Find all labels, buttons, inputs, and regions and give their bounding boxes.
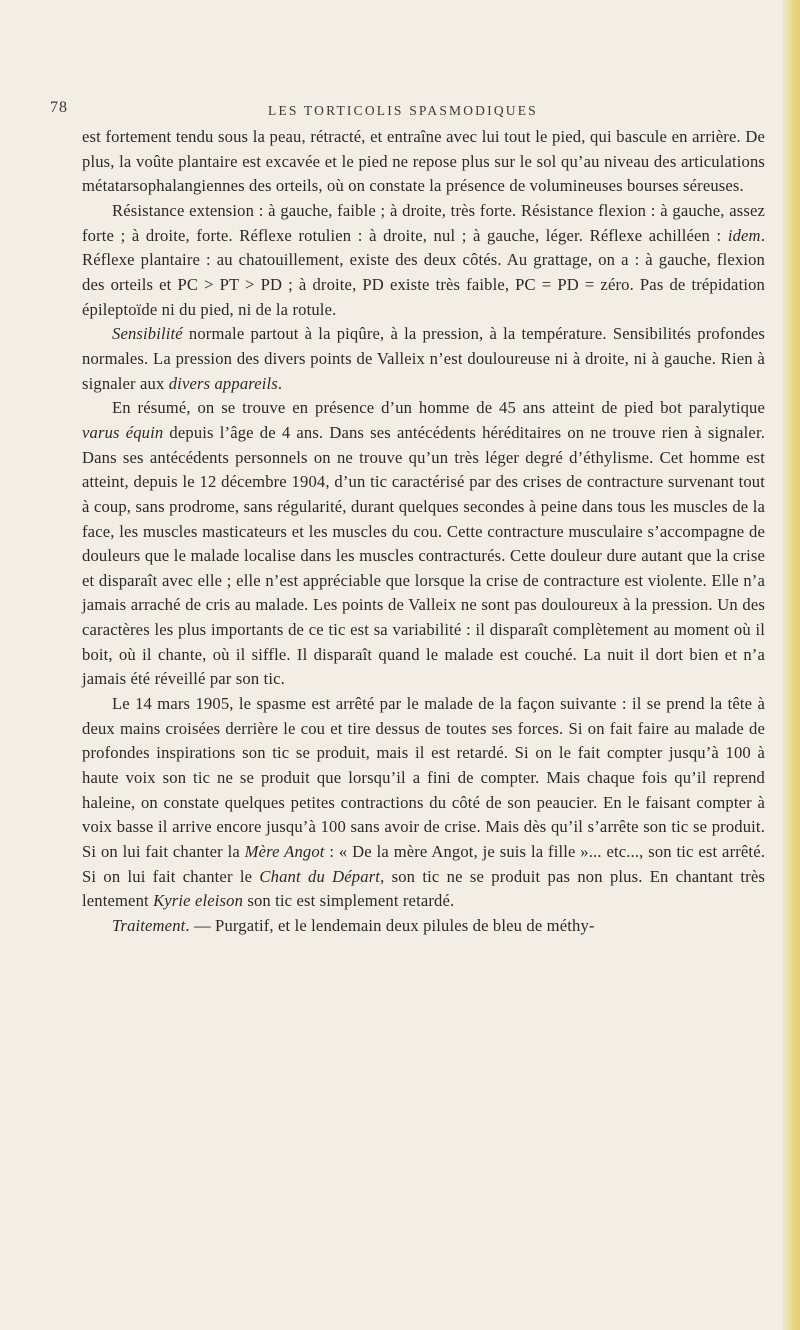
page-edge (782, 0, 800, 1330)
text-run: . (277, 373, 283, 393)
italic-run: Kyrie eleison (153, 891, 244, 911)
paragraph (82, 199, 765, 322)
italic-run: idem (727, 225, 761, 245)
paragraph (82, 125, 765, 199)
paragraph (82, 692, 765, 914)
running-head: LES TORTICOLIS SPASMODIQUES (268, 103, 538, 118)
text-run: , son tic ne se produit pas non plus. En chantant très lentement (82, 866, 765, 911)
italic-run: divers appareils (168, 373, 278, 393)
text-run: Le 14 mars 1905, le spasme est arrêté par le malade de la façon suivante : il se prend la tête à deux mains croisées derrière le cou et tire dessus de toutes ses forces. Si on fait faire au malade de profondes inspirations son tic se produit, mais il est retardé. Si on le fait compter jusqu’à 100 à haute voix son tic ne se produit que lorsqu’il a fini de compter. Mais chaque fois qu’il reprend haleine, on constate quelques petites contractions du côté de son peaucier. En le faisant compter à voix basse il arrive encore jusqu’à 100 sans avoir de crise. Mais dès qu’il s’arrête son tic se produit. Si on lui fait chanter la (82, 694, 765, 862)
text-run: est fortement tendu sous la peau, rétracté, et entraîne avec lui tout le pied, qui bascule en arrière. De plus, la voûte plantaire est excavée et le pied ne repose plus sur le sol qu’au niveau des articulations métatarsophalangiennes des orteils, où on constate la présence de volumineuses bourses séreuses. (82, 127, 765, 196)
body-text (82, 125, 765, 939)
text-run: . Réflexe plantaire : au chatouillement, existe des deux côtés. Au grattage, on a : à gauche, flexion des orteils et PC > PT > PD ; à droite, PD existe très faible, PC = PD = zéro. Pas de trépidation épileptoïde ni du pied, ni de la rotule. (82, 225, 765, 319)
italic-run: Mère Angot (244, 842, 325, 862)
text-run: Résistance extension : à gauche, faible ; à droite, très forte. Résistance flexion : à gauche, assez forte ; à droite, forte. Réflexe rotulien : à droite, nul ; à gauche, léger. Réflexe achilléen : (82, 200, 765, 245)
text-run: : « De la mère Angot, je suis la fille »... etc..., son tic est arrêté. Si on lui fait chanter le (82, 842, 766, 886)
paragraph (82, 322, 765, 396)
italic-run: Traitement (112, 916, 186, 935)
text-run: . — Purgatif, et le lendemain deux pilules de bleu de méthy- (185, 916, 595, 935)
paragraph (82, 396, 765, 692)
text-run: normale partout à la piqûre, à la pression, à la température. Sensibilités profondes normales. La pression des divers points de Valleix n’est douloureuse ni à droite, ni à gauche. Rien à signaler aux (82, 324, 765, 393)
text-run: En résumé, on se trouve en présence d’un homme de 45 ans atteint de pied bot paralytique (112, 398, 765, 418)
italic-run: varus équin (82, 422, 164, 442)
text-run: son tic est simplement retardé. (243, 891, 455, 911)
italic-run: Sensibilité (112, 324, 183, 344)
page-number: 78 (50, 99, 68, 116)
paragraph (82, 914, 765, 939)
italic-run: Chant du Départ (259, 866, 381, 886)
text-run: depuis l’âge de 4 ans. Dans ses antécédents héréditaires on ne trouve rien à signaler. Dans ses antécédents personnels on ne trouve qu’un très léger degré d’éthylisme. Cet homme est atteint, depuis le 12 décembre 1904, d’un tic caractérisé par des crises de contracture survenant tout à coup, sans prodrome, sans régularité, durant quelques secondes à peine dans tous les muscles de la face, les muscles masticateurs et les muscles du cou. Cette contracture musculaire s’accompagne de douleurs que le malade localise dans les muscles contracturés. Cette douleur dure autant que la crise et disparaît avec elle ; elle n’est appréciable que lorsque la crise de contracture est violente. Elle n’a jamais arraché de cris au malade. Les points de Valleix ne sont pas douloureux à la pression. Un des caractères les plus importants de ce tic est sa variabilité : il disparaît complètement au moment où il boit, où il chante, où il siffle. Il disparaît quand le malade est couché. La nuit il dort bien et n’a jamais été réveillé par son tic. (82, 422, 766, 689)
